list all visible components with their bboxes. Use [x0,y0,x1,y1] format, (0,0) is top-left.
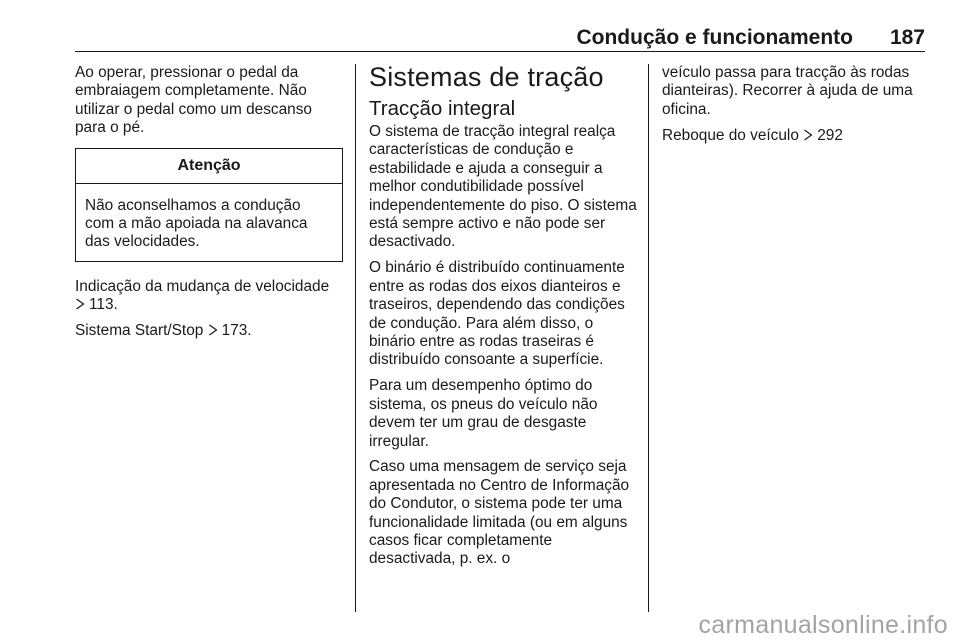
cross-reference-arrow-icon [803,129,813,141]
reference-page: 113. [89,296,118,314]
reference-text: Indicação da mudança de velocidade [75,277,330,295]
cross-reference-arrow-icon [208,324,218,336]
notice-title: Atenção [76,149,342,184]
reference-text: Sistema Start/Stop [75,322,204,340]
page-header [75,26,925,50]
column-divider-1 [355,64,356,612]
body-paragraph: Caso uma mensagem de serviço seja apresentada no Centro de Informação do Condutor, o sistema pode ter uma funcionalidade limitada (ou em alguns casos ficar completamente desactivada, p. ex. o [369,458,630,568]
body-paragraph: veículo passa para tracção às rodas dianteiras). Recorrer à ajuda de uma oficina. [662,64,913,118]
header-divider [75,51,925,52]
reference-page: 173. [221,322,252,340]
start-stop-reference[interactable] [75,322,343,340]
reference-page: 292 [817,126,843,144]
reference-text: Reboque do veículo [662,126,799,144]
section-heading: Sistemas de tração [369,62,604,92]
left-column [75,64,343,348]
right-column [662,64,926,153]
notice-body: Não aconselhamos a condução com a mão apoiada na alavanca das velocidades. [85,196,308,251]
subsection-heading: Tracção integral [369,97,516,120]
column-divider-2 [648,64,649,612]
body-paragraph: O sistema de tracção integral realça características de condução e estabilidade e ajuda a conseguir a melhor condutibilidade possível independentemente do piso. O sistema está sempre activo e não pode ser desactivado. [369,123,637,251]
middle-column [369,64,637,576]
page-number: 187 [889,26,925,49]
gear-shift-reference[interactable] [75,278,343,315]
pedal-paragraph: Ao operar, pressionar o pedal da embraiagem completamente. Não utilizar o pedal como um descanso para o pé. [75,64,312,137]
chapter-title: Condução e funcionamento [576,26,853,49]
cross-reference-arrow-icon [75,298,85,310]
towing-reference[interactable] [662,127,926,145]
notice-box [75,148,343,262]
body-paragraph: Para um desempenho óptimo do sistema, os pneus do veículo não devem ter um grau de desgaste irregular. [369,377,598,450]
watermark: carmanualsonline.info [698,611,948,639]
body-paragraph: O binário é distribuído continuamente entre as rodas dos eixos dianteiros e traseiros, dependendo das condições de condução. Para além disso, o binário entre as rodas traseiras é distribuído consoante a superfície. [369,259,625,369]
